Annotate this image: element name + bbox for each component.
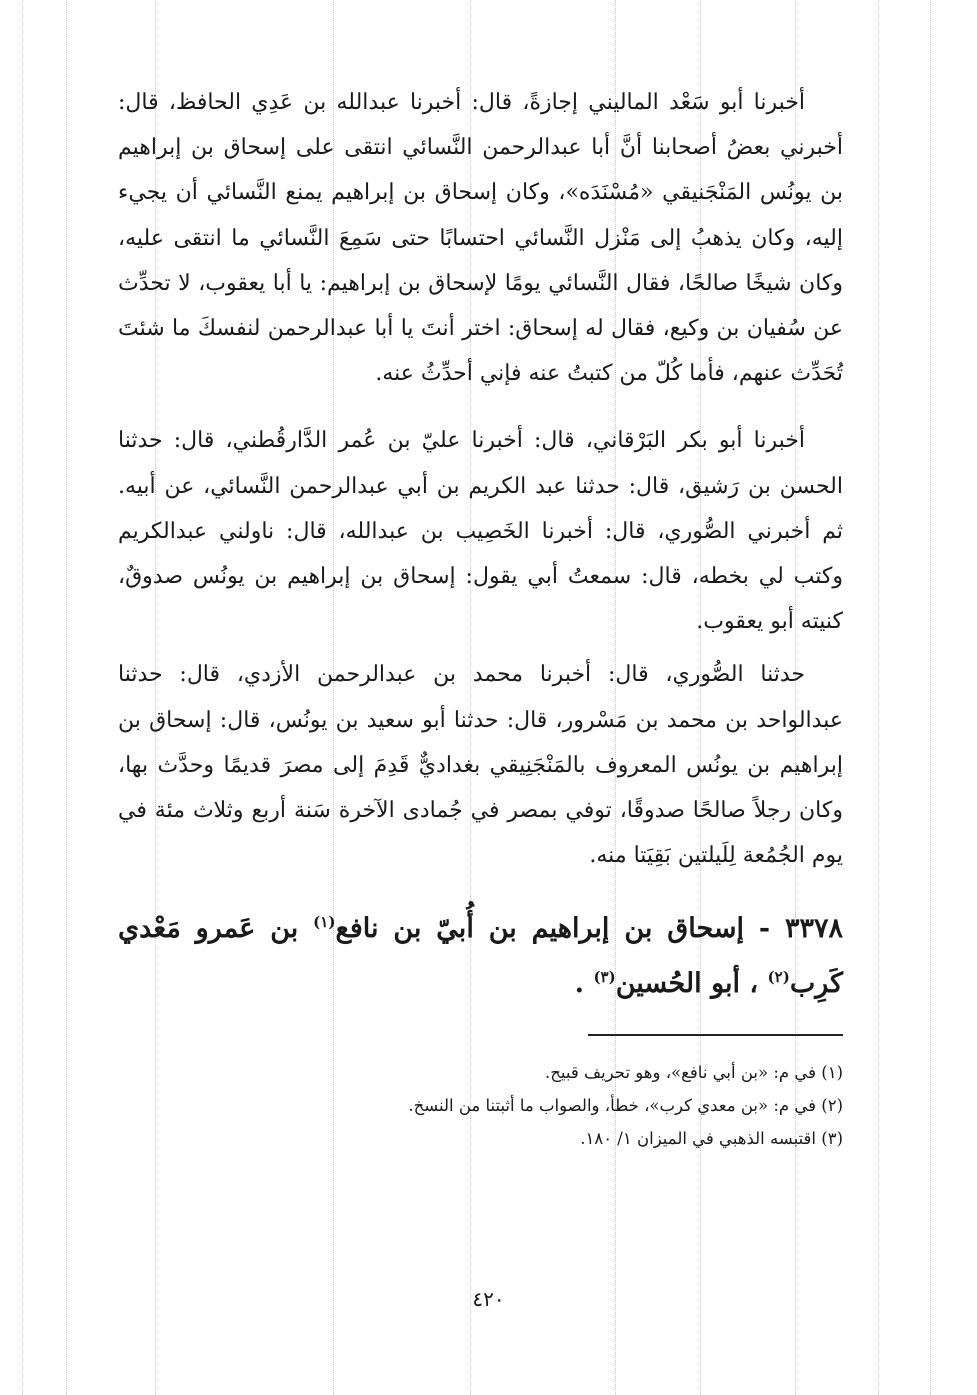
biography-entry-heading <box>118 898 843 1008</box>
entry-end: . <box>574 968 594 1000</box>
footnote-2: (٢) في م: «بن معدي كرب»، خطأ، والصواب ما أثبتنا من النسخ. <box>408 1096 843 1116</box>
entry-kunya: ، أبو الحُسين <box>615 968 768 1000</box>
footnotes-list <box>118 1056 843 1155</box>
scan-guide-line <box>66 0 67 1395</box>
footnote-marker: (٣) <box>593 968 616 987</box>
paragraph-1: أخبرنا أبو سَعْد الماليني إجازةً، قال: أخبرنا عبدالله بن عَدِي الحافظ، قال: أخبرني بعضُ أصحابنا أنَّ أبا عبدالرحمن النَّسائي انتقى على إسحاق بن إبراهيم بن يونُس المَنْجَنيقي «مُسْنَدَه»، وكان إسحاق بن إبراهيم يمنع النَّسائي أن يجيء إليه، وكان يذهبُ إلى مَنْزل النَّسائي احتسابًا حتى سَمِعَ النَّسائي ما انتقى عليه، وكان شيخًا صالحًا، فقال النَّسائي يومًا لإسحاق بن إبراهيم: يا أبا يعقوب، لا تحدِّث عن سُفيان بن وكيع، فقال له إسحاق: اختر أنتَ يا أبا عبدالرحمن لنفسكَ ما شئتَ تُحَدِّث عنهم، فأما كُلّ من كتبتُ عنه فإني أحدِّثُ عنه. <box>118 90 843 387</box>
footnote-separator <box>588 1034 843 1036</box>
entry-dash: - <box>744 913 785 945</box>
scan-guide-line <box>878 0 879 1395</box>
scan-guide-line <box>22 0 23 1395</box>
entry-number: ٣٣٧٨ <box>784 913 843 945</box>
footnote-marker: (١) <box>313 913 336 932</box>
page-number: ٤٢٠ <box>472 1287 505 1311</box>
paragraph-2: أخبرنا أبو بكر البَرْقاني، قال: أخبرنا عليّ بن عُمر الدَّارقُطني، قال: حدثنا الحسن بن رَشيق، قال: حدثنا عبد الكريم بن أبي عبدالرحمن النَّسائي، عن أبيه. ثم أخبرني الصُّوري، قال: أخبرنا الخَصِيب بن عبدالله، قال: ناولني عبدالكريم وكتب لي بخطه، قال: سمعتُ أبي يقول: إسحاق بن إبراهيم بن يونُس صدوقٌ، كنيته أبو يعقوب. <box>118 428 843 635</box>
footnote-1: (١) في م: «بن أبي نافع»، وهو تحريف قبيح. <box>545 1063 843 1083</box>
page-body <box>118 80 843 1155</box>
footnote-marker: (٢) <box>767 968 790 987</box>
paragraph-3: حدثنا الصُّوري، قال: أخبرنا محمد بن عبدالرحمن الأزدي، قال: حدثنا عبدالواحد بن محمد بن مَسْرور، قال: حدثنا أبو سعيد بن يونُس، قال: إسحاق بن إبراهيم بن يونُس المعروف بالمَنْجَنِيقي بغداديٌّ قَدِمَ إلى مصرَ قديمًا وحدَّث بها، وكان رجلاً صالحًا صدوقًا، توفي بمصر في جُمادى الآخرة سَنة أربع وثلاث مئة في يوم الجُمُعة لِلَيلتين بَقِيَتا منه. <box>118 662 843 869</box>
entry-name-part: بن عَمرو مَعْدي كَرِب <box>118 913 843 1000</box>
entry-name-part: إسحاق بن إبراهيم بن أُبيّ بن نافع <box>335 913 744 945</box>
footnote-3: (٣) اقتبسه الذهبي في الميزان ١/ ١٨٠. <box>580 1129 843 1149</box>
scan-guide-line <box>930 0 931 1395</box>
